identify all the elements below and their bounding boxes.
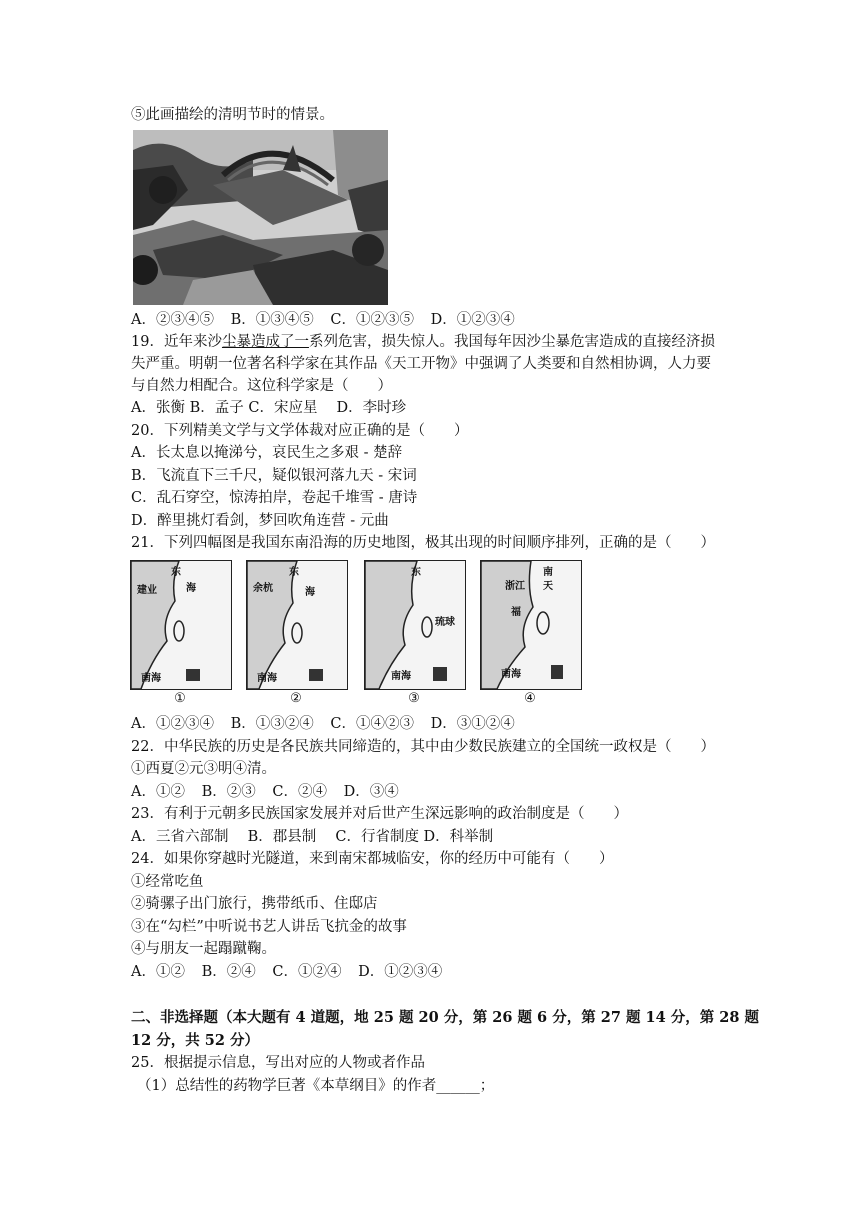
q22-items: ①西夏②元③明④清。 <box>131 761 276 777</box>
q18-option-b[interactable]: B．①③④⑤ <box>230 312 314 328</box>
map-2-number: ② <box>290 691 302 706</box>
q18-item5: ⑤此画描绘的清明节时的情景。 <box>131 107 334 123</box>
q22-options <box>131 781 399 803</box>
q19-stem-post: 系列危害，损失惊人。我国每年因沙尘暴危害造成的直接经济损 <box>308 334 715 350</box>
map-4-label-fu: 福 <box>511 607 521 618</box>
q22-option-a[interactable]: A．①② <box>131 784 185 800</box>
q21-option-c[interactable]: C．①④②③ <box>330 716 414 732</box>
q19-stem-line1 <box>131 331 715 353</box>
map-1-label-dong: 东 <box>171 567 181 578</box>
map-3-label-dong: 东 <box>411 567 421 578</box>
section2-heading-line2: 12 分，共 52 分） <box>131 1032 260 1049</box>
q21-stem: 21．下列四幅图是我国东南沿海的历史地图，极其出现的时间顺序排列，正确的是（ ） <box>131 535 715 551</box>
q24-option-a[interactable]: A．①② <box>131 964 185 980</box>
q19-options[interactable]: A．张衡 B．孟子 C．宋应星 D．李时珍 <box>131 400 407 416</box>
map-2-label-yuhang: 余杭 <box>253 583 273 594</box>
q24-item-2: ②骑骡子出门旅行，携带纸币、住邸店 <box>131 896 378 912</box>
q18-option-a[interactable]: A．②③④⑤ <box>131 312 214 328</box>
map-2-coastline <box>247 561 347 689</box>
q19-stem-line3: 与自然力相配合。这位科学家是（ ） <box>131 378 392 394</box>
qingming-painting-image <box>133 130 388 305</box>
q24-option-c[interactable]: C．①②④ <box>272 964 342 980</box>
map-1-coastline <box>131 561 231 689</box>
q19-stem-underlined: 尘暴造成了一 <box>221 334 309 350</box>
q23-stem: 23．有利于元朝多民族国家发展并对后世产生深远影响的政治制度是（ ） <box>131 806 628 822</box>
map-4-label-tian: 天 <box>543 581 553 592</box>
q21-option-d[interactable]: D．③①②④ <box>430 716 515 732</box>
q19-stem-pre: 19．近年来沙 <box>131 334 222 350</box>
q18-option-c[interactable]: C．①②③⑤ <box>330 312 414 328</box>
section2-heading-line1: 二、非选择题（本大题有 4 道题，地 25 题 20 分，第 26 题 6 分，第 27 题 14 分，第 28 题 <box>131 1009 760 1026</box>
q21-option-a[interactable]: A．①②③④ <box>131 716 214 732</box>
historical-map-3 <box>364 560 466 690</box>
map-2-label-dong: 东 <box>289 567 299 578</box>
map-4-coastline <box>481 561 581 689</box>
map-1-label-hai: 海 <box>186 583 196 594</box>
q24-options <box>131 961 442 983</box>
historical-map-4 <box>480 560 582 690</box>
q24-option-b[interactable]: B．②④ <box>201 964 256 980</box>
map-3-label-nanhai: 南海 <box>391 671 411 682</box>
q20-option-b[interactable]: B．飞流直下三千尺，疑似银河落九天 - 宋词 <box>131 468 417 484</box>
map-2-label-nanhai: 南海 <box>257 673 277 684</box>
q20-option-a[interactable]: A．长太息以掩涕兮，哀民生之多艰 - 楚辞 <box>131 445 403 461</box>
q24-item-1: ①经常吃鱼 <box>131 874 204 890</box>
map-3-label-liuqiu: 琉球 <box>435 617 455 628</box>
q18-options <box>131 309 515 331</box>
q19-stem-line2: 失严重。明朝一位著名科学家在其作品《天工开物》中强调了人类要和自然相协调，人力要 <box>131 356 711 372</box>
q20-option-c[interactable]: C．乱石穿空，惊涛拍岸，卷起千堆雪 - 唐诗 <box>131 490 418 506</box>
q24-item-4: ④与朋友一起蹋蹴鞠。 <box>131 941 276 957</box>
map-4-number: ④ <box>524 691 536 706</box>
q22-option-c[interactable]: C．②④ <box>272 784 327 800</box>
map-1-number: ① <box>174 691 186 706</box>
q24-stem: 24．如果你穿越时光隧道，来到南宋都城临安，你的经历中可能有（ ） <box>131 851 614 867</box>
painting-illustration <box>133 130 388 305</box>
historical-map-1 <box>130 560 232 690</box>
q22-option-d[interactable]: D．③④ <box>343 784 399 800</box>
q21-option-b[interactable]: B．①③②④ <box>230 716 314 732</box>
map-2-label-hai: 海 <box>305 587 315 598</box>
map-1-label-jianye: 建业 <box>137 585 157 596</box>
q23-options[interactable]: A．三省六部制 B．郡县制 C．行省制度 D．科举制 <box>131 829 494 845</box>
q21-options <box>131 713 515 735</box>
map-4-label-zhejiang: 浙江 <box>505 581 525 592</box>
q20-option-d[interactable]: D．醉里挑灯看剑，梦回吹角连营 - 元曲 <box>131 513 389 529</box>
q25-sub1[interactable]: （1）总结性的药物学巨著《本草纲目》的作者______； <box>137 1078 495 1094</box>
historical-map-2 <box>246 560 348 690</box>
map-4-label-nan: 南 <box>543 567 553 578</box>
q25-stem: 25．根据提示信息，写出对应的人物或者作品 <box>131 1055 425 1071</box>
map-4-label-nanhai: 南海 <box>501 669 521 680</box>
map-1-label-nanhai: 南海 <box>141 673 161 684</box>
q24-option-d[interactable]: D．①②③④ <box>358 964 443 980</box>
q21-historical-maps <box>130 560 590 710</box>
q22-stem: 22．中华民族的历史是各民族共同缔造的，其中由少数民族建立的全国统一政权是（ ） <box>131 739 715 755</box>
q22-option-b[interactable]: B．②③ <box>201 784 256 800</box>
q18-option-d[interactable]: D．①②③④ <box>430 312 515 328</box>
map-3-number: ③ <box>408 691 420 706</box>
q24-item-3: ③在“勾栏”中听说书艺人讲岳飞抗金的故事 <box>131 919 407 935</box>
q20-stem: 20．下列精美文学与文学体裁对应正确的是（ ） <box>131 423 469 439</box>
